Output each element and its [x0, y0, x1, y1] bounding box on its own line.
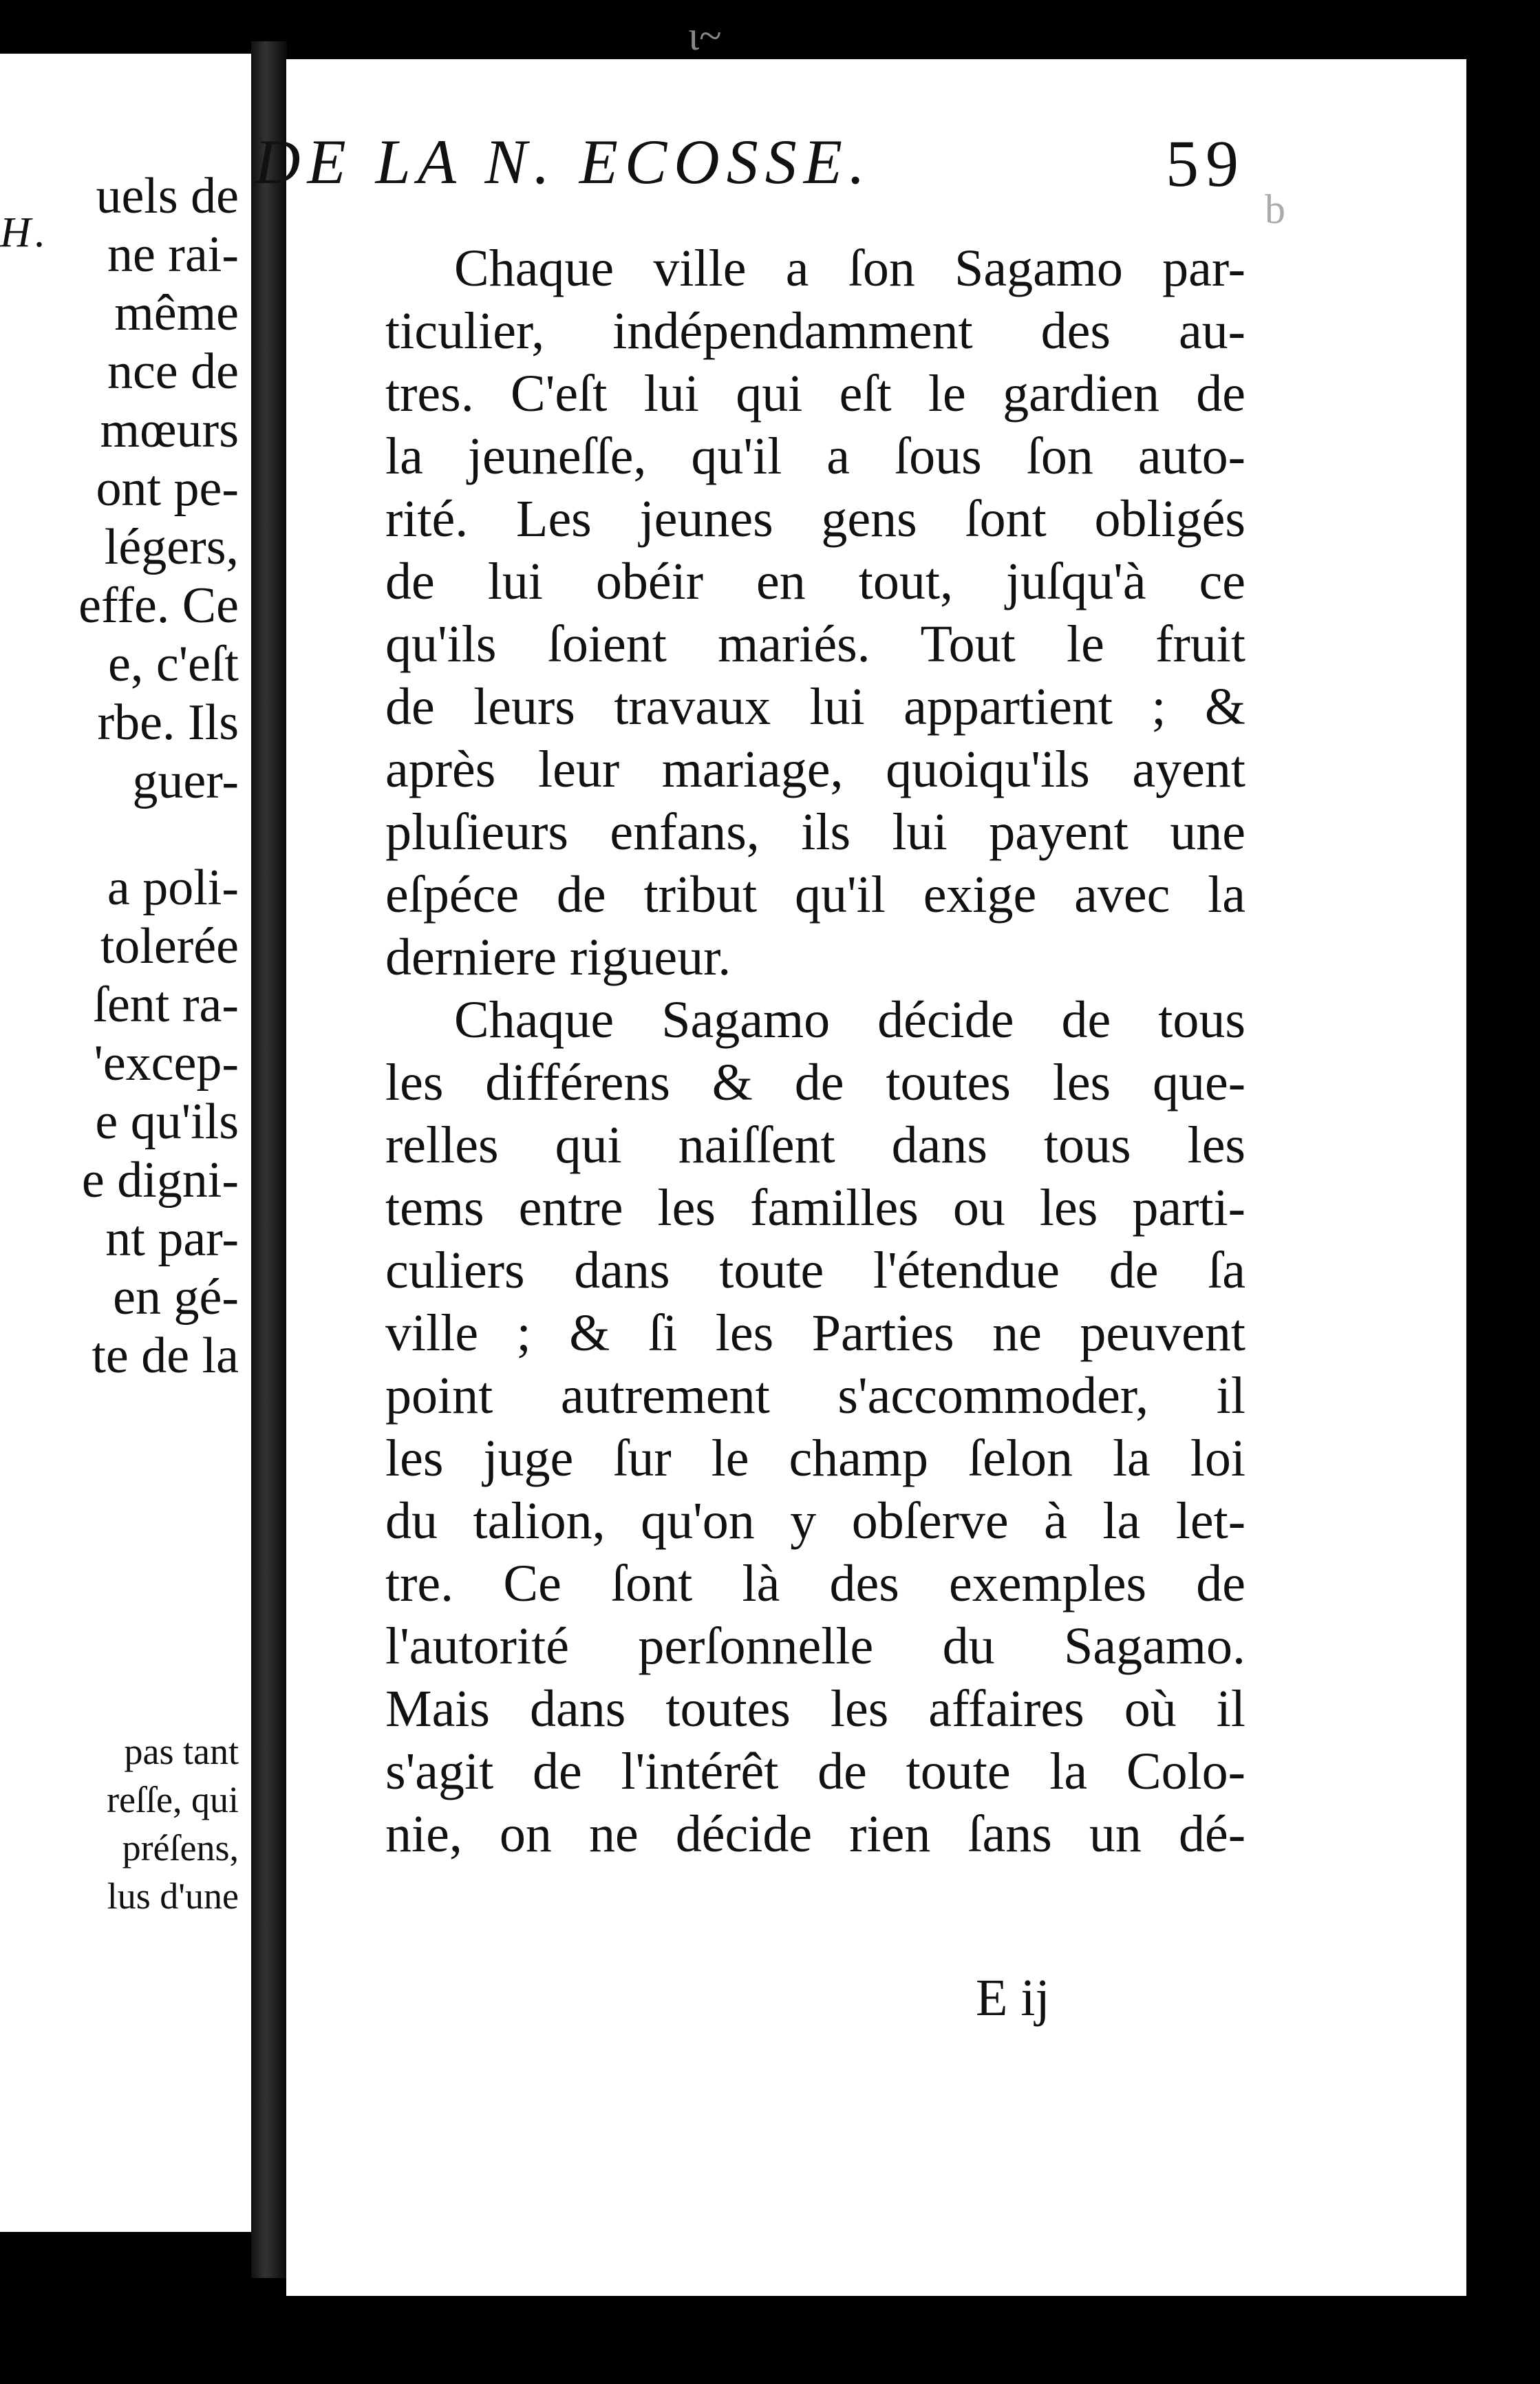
left-text-line: ont pe- — [96, 460, 239, 517]
text-line: point autrement s'accommoder, il — [385, 1367, 1245, 1425]
left-text-line: nt par- — [105, 1211, 239, 1267]
text-line: tems entre les familles ou les parti- — [385, 1179, 1245, 1237]
text-line: ticulier, indépendamment des au- — [385, 302, 1245, 360]
book-gutter — [251, 41, 287, 2278]
left-running-head: H. — [0, 209, 50, 256]
text-line: qu'ils ſoient mariés. Tout le fruit — [385, 615, 1245, 673]
left-text-line: e qu'ils — [95, 1094, 239, 1150]
text-line: relles qui naiſſent dans tous les — [385, 1116, 1245, 1174]
text-line: la jeuneſſe, qu'il a ſous ſon auto- — [385, 427, 1245, 485]
left-text-line: tolerée — [100, 918, 239, 975]
text-line: du talion, qu'on y obſerve à la let- — [385, 1492, 1245, 1550]
text-line: tre. Ce ſont là des exemples de — [385, 1555, 1245, 1613]
text-line: Chaque Sagamo décide de tous — [454, 991, 1245, 1049]
left-text-line: en gé- — [113, 1269, 239, 1326]
signature-mark: E ij — [976, 1969, 1050, 2027]
text-line: culiers dans toute l'étendue de ſa — [385, 1242, 1245, 1299]
left-text-line: rbe. Ils — [97, 694, 239, 751]
pencil-mark: ɩ~ — [688, 13, 722, 58]
running-header — [255, 125, 1245, 208]
left-text-line: a poli- — [107, 860, 239, 916]
left-text-line: même — [114, 285, 239, 341]
left-text-line: ne rai- — [107, 226, 239, 283]
text-line: Mais dans toutes les affaires où il — [385, 1680, 1245, 1738]
left-text-line: ſent ra- — [93, 977, 239, 1033]
text-line: de leurs travaux lui appartient ; & — [385, 678, 1245, 736]
text-line: s'agit de l'intérêt de toute la Colo- — [385, 1743, 1245, 1800]
left-text-line: légers, — [104, 519, 239, 575]
left-text-line: guer- — [132, 753, 239, 809]
text-line: les différens & de toutes les que- — [385, 1054, 1245, 1111]
left-footnote-line: préſens, — [122, 1827, 239, 1869]
left-text-line: te de la — [92, 1328, 239, 1384]
left-text-line: e digni- — [81, 1152, 239, 1209]
text-line: après leur mariage, quoiqu'ils ayent — [385, 741, 1245, 798]
text-line: tres. C'eſt lui qui eſt le gardien de — [385, 365, 1245, 423]
margin-mark: b — [1265, 187, 1285, 232]
left-text-line: nce de — [107, 343, 239, 400]
left-text-line: e, c'eſt — [108, 636, 239, 692]
text-line: l'autorité perſonnelle du Sagamo. — [385, 1617, 1245, 1675]
left-text-line: 'excep- — [94, 1035, 239, 1092]
body-text — [385, 237, 1245, 1866]
left-text-line: effe. Ce — [78, 577, 239, 634]
left-page — [0, 54, 251, 2232]
text-line: de lui obéir en tout, juſqu'à ce — [385, 553, 1245, 610]
running-head-title: DE LA N. ECOSSE. — [255, 127, 872, 197]
text-line: Chaque ville a ſon Sagamo par- — [454, 240, 1245, 297]
left-text-line: mœurs — [100, 402, 239, 458]
page-number: 59 — [1166, 127, 1245, 200]
left-footnote-line: reſſe, qui — [107, 1779, 239, 1820]
text-line: derniere rigueur. — [385, 928, 731, 986]
left-footnote-line: pas tant — [124, 1731, 239, 1772]
left-text-line: uels de — [96, 168, 239, 224]
left-footnote-line: lus d'une — [107, 1875, 239, 1917]
text-line: les juge ſur le champ ſelon la loi — [385, 1429, 1245, 1487]
text-line: pluſieurs enfans, ils lui payent une — [385, 803, 1245, 861]
text-line: rité. Les jeunes gens ſont obligés — [385, 490, 1245, 548]
text-line: eſpéce de tribut qu'il exige avec la — [385, 866, 1245, 924]
text-line: ville ; & ſi les Parties ne peuvent — [385, 1304, 1245, 1362]
text-line: nie, on ne décide rien ſans un dé- — [385, 1805, 1245, 1863]
